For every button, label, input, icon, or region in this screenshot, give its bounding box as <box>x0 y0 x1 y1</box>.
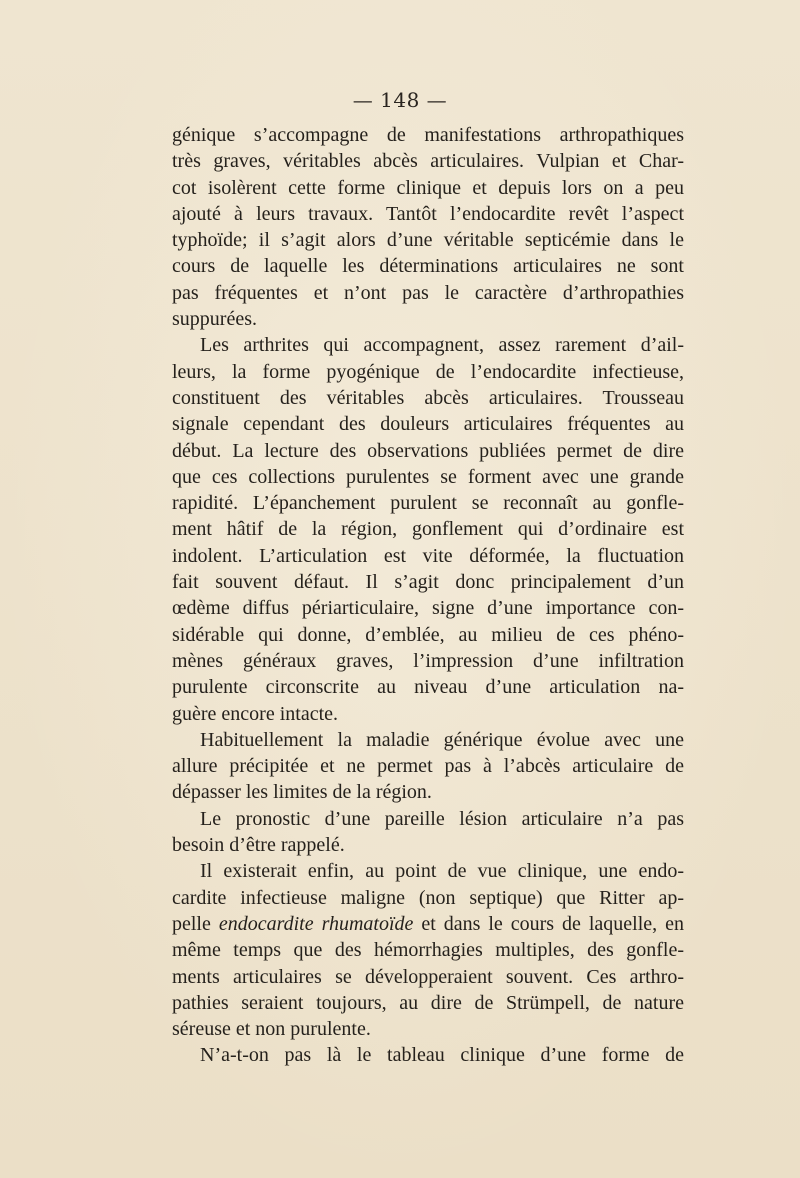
body-text <box>172 122 684 1069</box>
text-line: très graves, véritables abcès articulaires. Vulpian et Char- <box>172 150 684 173</box>
text-line: Les arthrites qui accompagnent, assez rarement d’ail- <box>200 334 684 357</box>
page-number: — 148 — <box>352 88 448 112</box>
text-line: sidérable qui donne, d’emblée, au milieu de ces phéno- <box>172 623 684 646</box>
text-line-segment: et dans le cours de laquelle, en <box>413 912 684 935</box>
text-line: Le pronostic d’une pareille lésion articulaire n’a pas <box>200 807 684 830</box>
text-line: génique s’accompagne de manifestations arthropathiques <box>172 124 684 146</box>
text-line: début. La lecture des observations publiées permet de dire <box>172 439 684 462</box>
text-line: allure précipitée et ne permet pas à l’abcès articulaire de <box>172 755 684 778</box>
text-line: leurs, la forme pyogénique de l’endocardite infectieuse, <box>172 360 684 383</box>
text-line <box>172 911 684 937</box>
text-line: guère encore intacte. <box>172 702 339 725</box>
text-line: même temps que des hémorrhagies multiples, des gonfle- <box>172 939 684 962</box>
text-line: cours de laquelle les déterminations articulaires ne sont <box>172 255 684 278</box>
text-line: mènes généraux graves, l’impression d’une infiltration <box>172 649 684 672</box>
text-line: constituent des véritables abcès articulaires. Trousseau <box>172 386 684 409</box>
text-line: suppurées. <box>172 308 257 331</box>
text-line-segment: pelle <box>172 912 219 935</box>
text-line: pas fréquentes et n’ont pas le caractère d’arthropathies <box>172 281 684 304</box>
text-line: N’a-t-on pas là le tableau clinique d’une forme de <box>200 1044 684 1067</box>
text-line: besoin d’être rappelé. <box>172 834 345 857</box>
text-line: ments articulaires se développeraient souvent. Ces arthro- <box>172 965 684 988</box>
text-line: cot isolèrent cette forme clinique et depuis lors on a peu <box>172 176 684 199</box>
text-line: Il existerait enfin, au point de vue clinique, une endo- <box>200 860 684 883</box>
text-line: fait souvent défaut. Il s’agit donc principalement d’un <box>172 571 684 594</box>
text-line: ajouté à leurs travaux. Tantôt l’endocardite revêt l’aspect <box>172 202 684 225</box>
italic-term: endocardite rhumatoïde <box>218 912 414 935</box>
text-line: que ces collections purulentes se forment avec une grande <box>172 465 684 488</box>
text-line: signale cependant des douleurs articulaires fréquentes au <box>172 413 684 436</box>
text-line: rapidité. L’épanchement purulent se reconnaît au gonfle- <box>172 492 684 515</box>
text-line: dépasser les limites de la région. <box>172 781 432 804</box>
text-line: pathies seraient toujours, au dire de Strümpell, de nature <box>172 991 684 1014</box>
text-line: œdème diffus périarticulaire, signe d’une importance con- <box>172 597 684 620</box>
text-line: Habituellement la maladie générique évolue avec une <box>200 728 684 751</box>
text-line: purulente circonscrite au niveau d’une articulation na- <box>172 676 684 699</box>
text-line: indolent. L’articulation est vite déformée, la fluctuation <box>172 544 684 567</box>
text-line: séreuse et non purulente. <box>172 1018 371 1041</box>
text-line: cardite infectieuse maligne (non septique) que Ritter ap- <box>172 886 684 909</box>
text-line: typhoïde; il s’agit alors d’une véritable septicémie dans le <box>172 229 684 252</box>
text-line: ment hâtif de la région, gonflement qui d’ordinaire est <box>172 518 684 541</box>
